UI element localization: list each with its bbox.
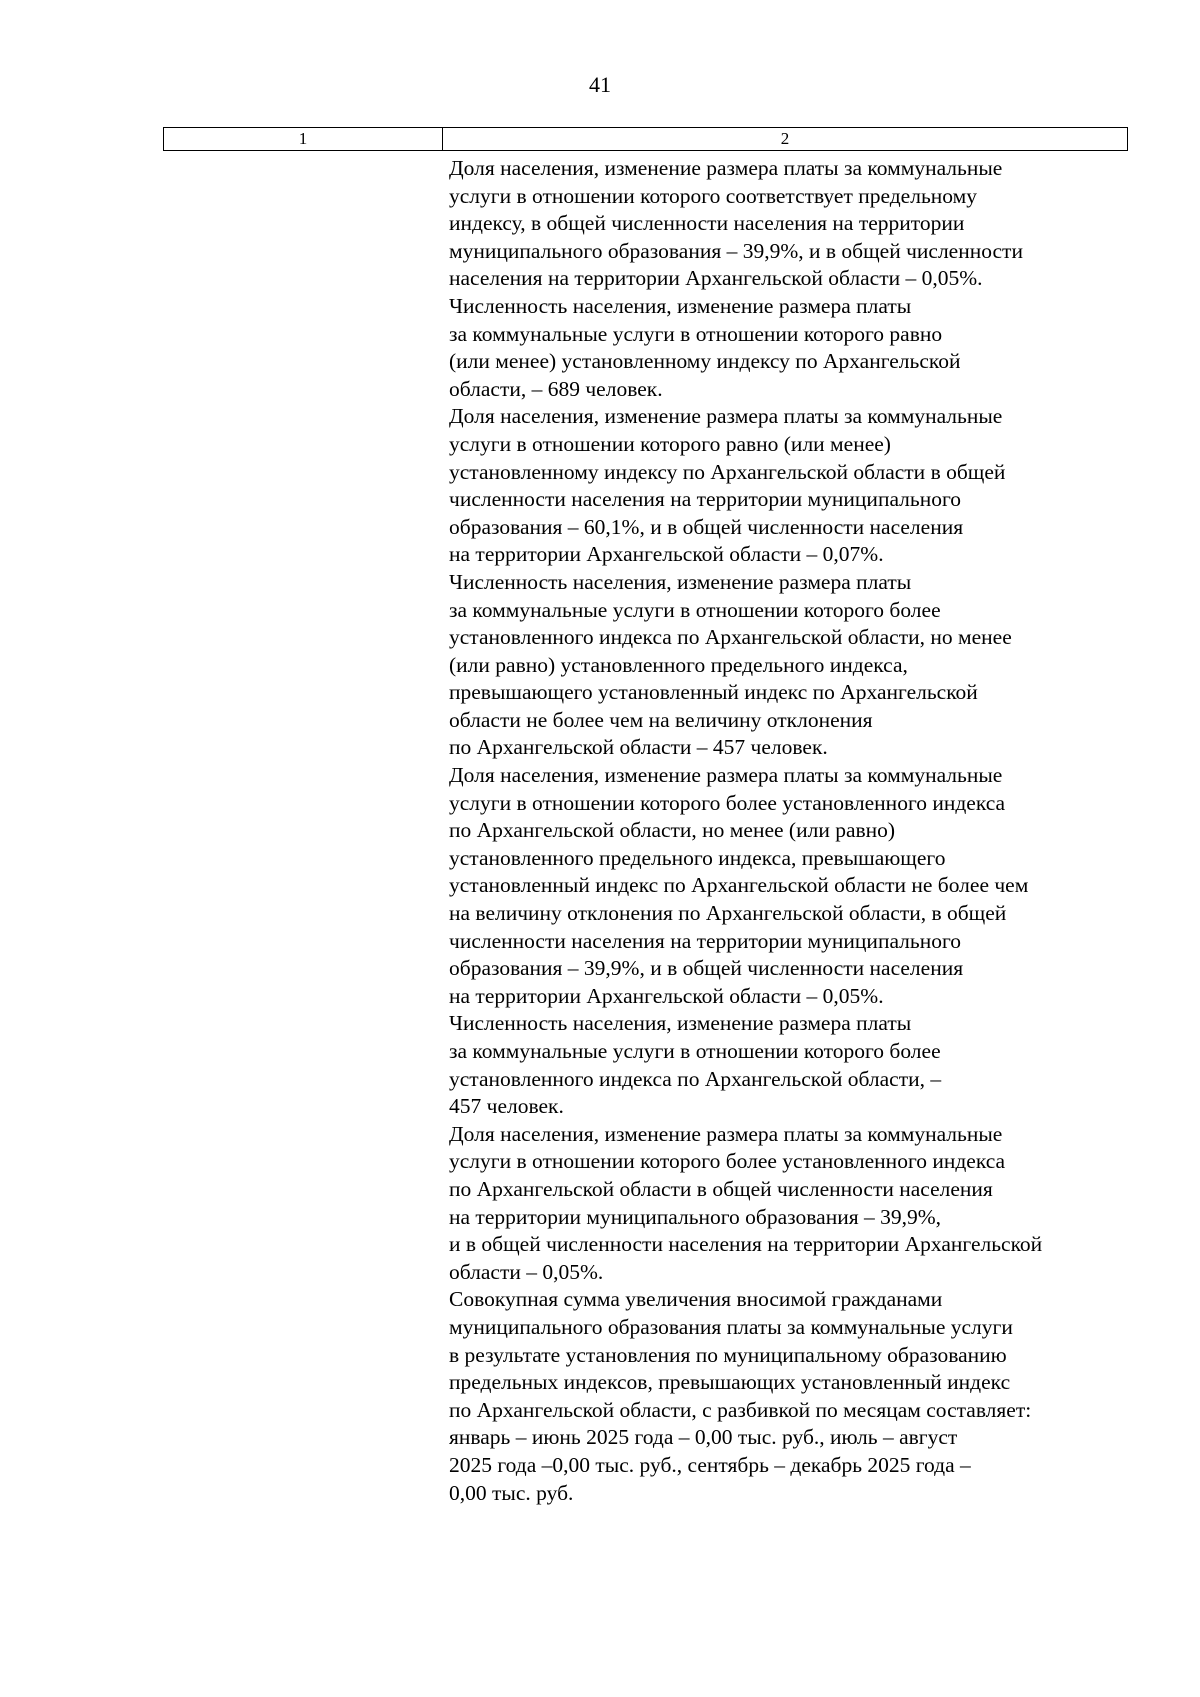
- text-line: установленного предельного индекса, превышающего: [449, 845, 946, 870]
- text-line: 457 человек.: [449, 1094, 564, 1119]
- text-line: установленного индекса по Архангельской области, –: [449, 1066, 942, 1091]
- text-line: по Архангельской области, с разбивкой по месяцам составляет:: [449, 1397, 1032, 1422]
- text-line: (или равно) установленного предельного индекса,: [449, 652, 908, 677]
- text-line: по Архангельской области в общей численности населения: [449, 1176, 993, 1201]
- table-header: [163, 127, 1128, 151]
- column-number-1: 1: [164, 128, 443, 151]
- text-line: на территории Архангельской области – 0,05%.: [449, 983, 884, 1008]
- text-line: на территории Архангельской области – 0,07%.: [449, 542, 884, 567]
- text-line: Доля населения, изменение размера платы за коммунальные: [449, 1121, 1003, 1146]
- text-line: населения на территории Архангельской области – 0,05%.: [449, 266, 983, 291]
- text-line: численности населения на территории муниципального: [449, 487, 962, 512]
- text-line: Численность населения, изменение размера платы: [449, 569, 912, 594]
- text-line: за коммунальные услуги в отношении которого более: [449, 1039, 941, 1063]
- text-line: 2025 года –0,00 тыс. руб., сентябрь – декабрь 2025 года –: [449, 1452, 971, 1477]
- text-line: Доля населения, изменение размера платы за коммунальные: [449, 763, 1003, 788]
- text-line: услуги в отношении которого более установленного индекса: [449, 790, 1006, 815]
- text-line: индексу, в общей численности населения на территории: [449, 211, 965, 236]
- text-line: образования – 60,1%, и в общей численности населения: [449, 514, 964, 539]
- text-line: области, – 689 человек.: [449, 376, 663, 401]
- text-line: области не более чем на величину отклонения: [449, 707, 873, 732]
- text-line: Доля населения, изменение размера платы за коммунальные: [449, 404, 1003, 429]
- text-line: по Архангельской области – 457 человек.: [449, 735, 828, 760]
- text-line: на территории муниципального образования – 39,9%,: [449, 1204, 942, 1229]
- text-line: 0,00 тыс. руб.: [449, 1480, 574, 1505]
- text-line: Численность населения, изменение размера платы: [449, 1011, 912, 1036]
- page-number: 41: [589, 72, 611, 97]
- text-line: услуги в отношении которого более установленного индекса: [449, 1149, 1006, 1174]
- table-cell-content: [449, 155, 1129, 1507]
- text-line: и в общей численности населения на территории Архангельской: [449, 1232, 1043, 1257]
- text-line: Численность населения, изменение размера платы: [449, 293, 912, 318]
- text-line: в результате установления по муниципальному образованию: [449, 1342, 1007, 1367]
- text-line: январь – июнь 2025 года – 0,00 тыс. руб., июль – август: [449, 1425, 958, 1450]
- text-line: муниципального образования – 39,9%, и в общей численности: [449, 238, 1023, 263]
- text-line: по Архангельской области, но менее (или равно): [449, 818, 896, 843]
- text-line: установленный индекс по Архангельской области не более чем: [449, 873, 1029, 898]
- text-line: муниципального образования платы за коммунальные услуги: [449, 1314, 1013, 1339]
- column-number-2: 2: [443, 128, 1128, 151]
- table-header-row: [164, 128, 1128, 151]
- text-line: Совокупная сумма увеличения вносимой гражданами: [449, 1287, 943, 1312]
- text-line: области – 0,05%.: [449, 1259, 604, 1284]
- text-line: услуги в отношении которого соответствует предельному: [449, 183, 977, 208]
- text-line: установленного индекса по Архангельской области, но менее: [449, 625, 1012, 650]
- text-line: услуги в отношении которого равно (или менее): [449, 431, 891, 456]
- text-line: на величину отклонения по Архангельской области, в общей: [449, 901, 1007, 926]
- text-line: установленному индексу по Архангельской области в общей: [449, 459, 1006, 484]
- text-line: предельных индексов, превышающих установленный индекс: [449, 1370, 1011, 1395]
- text-line: за коммунальные услуги в отношении которого более: [449, 597, 941, 622]
- text-line: (или менее) установленному индексу по Архангельской: [449, 349, 961, 374]
- text-line: превышающего установленный индекс по Архангельской: [449, 680, 978, 705]
- text-line: численности населения на территории муниципального: [449, 928, 962, 953]
- text-line: образования – 39,9%, и в общей численности населения: [449, 956, 964, 981]
- text-line: за коммунальные услуги в отношении которого равно: [449, 321, 943, 346]
- text-line: Доля населения, изменение размера платы за коммунальные: [449, 156, 1003, 180]
